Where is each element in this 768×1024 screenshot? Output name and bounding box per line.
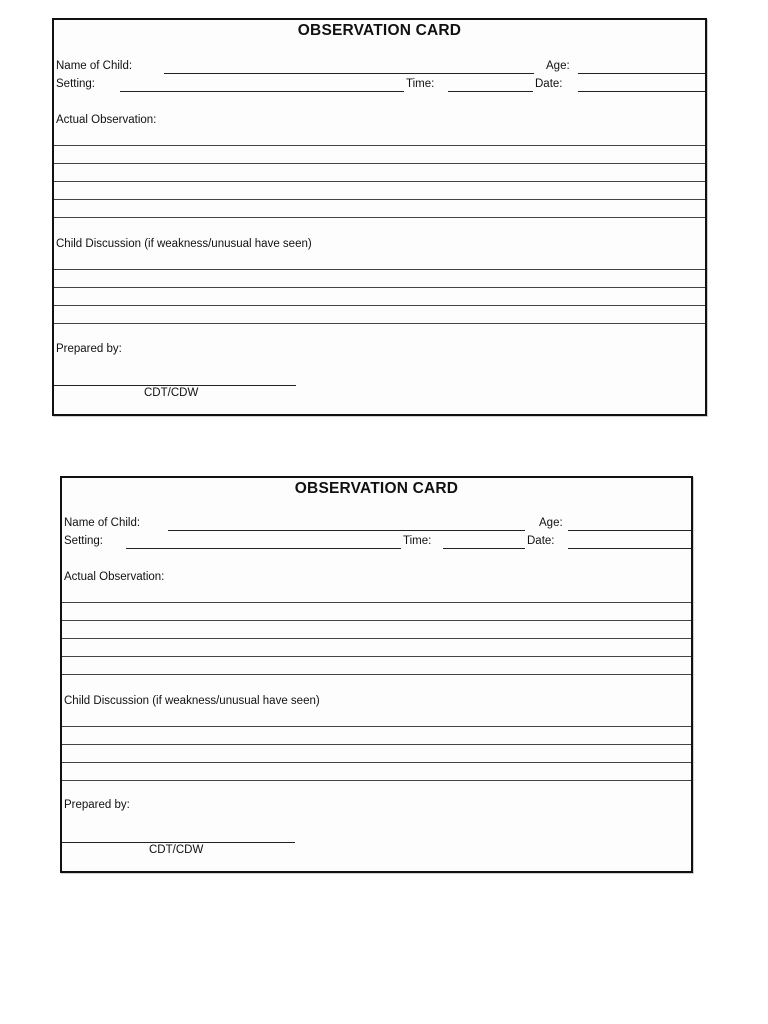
- discussion-line[interactable]: [54, 269, 705, 270]
- setting-field[interactable]: [126, 548, 401, 549]
- child-discussion-label: Child Discussion (if weakness/unusual have seen): [64, 695, 320, 707]
- observation-line[interactable]: [54, 181, 705, 182]
- child-discussion-label: Child Discussion (if weakness/unusual have seen): [56, 238, 312, 250]
- observation-line[interactable]: [54, 199, 705, 200]
- prepared-by-label: Prepared by:: [64, 799, 130, 811]
- date-field[interactable]: [568, 548, 691, 549]
- signature-line[interactable]: [62, 842, 295, 843]
- discussion-line[interactable]: [62, 762, 691, 763]
- observation-line[interactable]: [62, 674, 691, 675]
- age-field[interactable]: [568, 530, 691, 531]
- setting-label: Setting:: [56, 78, 95, 90]
- time-field[interactable]: [448, 91, 533, 92]
- age-field[interactable]: [578, 73, 705, 74]
- time-label: Time:: [403, 535, 432, 547]
- setting-label: Setting:: [64, 535, 103, 547]
- name-of-child-field[interactable]: [168, 530, 525, 531]
- date-label: Date:: [535, 78, 563, 90]
- discussion-line[interactable]: [62, 744, 691, 745]
- discussion-line[interactable]: [62, 780, 691, 781]
- observation-line[interactable]: [54, 145, 705, 146]
- time-label: Time:: [406, 78, 435, 90]
- actual-observation-label: Actual Observation:: [56, 114, 157, 126]
- age-label: Age:: [539, 517, 563, 529]
- name-of-child-field[interactable]: [164, 73, 534, 74]
- discussion-line[interactable]: [54, 305, 705, 306]
- card-title: OBSERVATION CARD: [294, 480, 459, 497]
- age-label: Age:: [546, 60, 570, 72]
- prepared-by-label: Prepared by:: [56, 343, 122, 355]
- time-field[interactable]: [443, 548, 525, 549]
- observation-line[interactable]: [54, 217, 705, 218]
- discussion-line[interactable]: [54, 323, 705, 324]
- observation-line[interactable]: [62, 602, 691, 603]
- date-field[interactable]: [578, 91, 705, 92]
- actual-observation-label: Actual Observation:: [64, 571, 165, 583]
- discussion-line[interactable]: [54, 287, 705, 288]
- observation-line[interactable]: [54, 163, 705, 164]
- name-of-child-label: Name of Child:: [56, 60, 133, 72]
- observation-card: [60, 476, 693, 873]
- observation-line[interactable]: [62, 638, 691, 639]
- signature-caption: CDT/CDW: [144, 387, 199, 399]
- setting-field[interactable]: [120, 91, 404, 92]
- name-of-child-label: Name of Child:: [64, 517, 141, 529]
- card-title: OBSERVATION CARD: [297, 22, 462, 39]
- signature-line[interactable]: [54, 385, 296, 386]
- discussion-line[interactable]: [62, 726, 691, 727]
- observation-line[interactable]: [62, 620, 691, 621]
- observation-line[interactable]: [62, 656, 691, 657]
- signature-caption: CDT/CDW: [149, 844, 204, 856]
- observation-card: [52, 18, 707, 416]
- date-label: Date:: [527, 535, 555, 547]
